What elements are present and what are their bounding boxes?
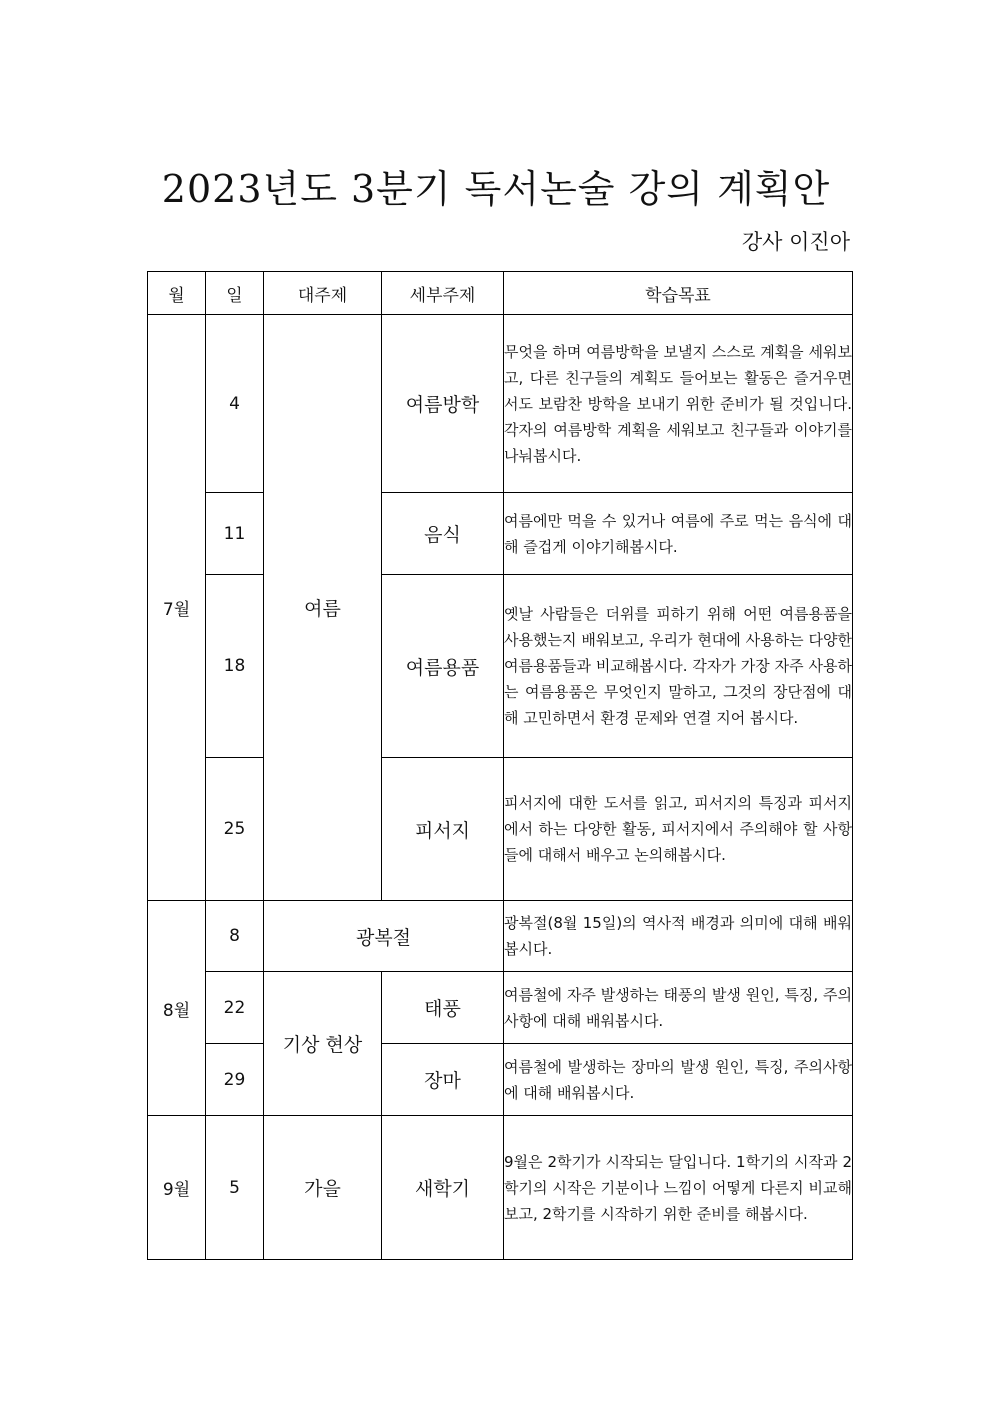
main-topic-cell: 여름 — [264, 315, 382, 901]
day-cell: 29 — [206, 1044, 264, 1116]
main-topic-cell: 가을 — [264, 1116, 382, 1260]
sub-topic-cell: 음식 — [382, 493, 504, 575]
sub-topic-cell: 새학기 — [382, 1116, 504, 1260]
page-title: 2023년도 3분기 독서논술 강의 계획안 — [161, 167, 831, 211]
day-cell: 4 — [206, 315, 264, 493]
header-goal: 학습목표 — [504, 272, 853, 315]
table-row — [148, 1044, 853, 1116]
header-day: 일 — [206, 272, 264, 315]
goal-cell: 여름철에 자주 발생하는 태풍의 발생 원인, 특징, 주의사항에 대해 배워봅시다. — [504, 972, 853, 1044]
main-topic-cell: 광복절 — [264, 901, 504, 972]
table-row — [148, 901, 853, 972]
table-row — [148, 758, 853, 901]
table-row — [148, 493, 853, 575]
day-cell: 11 — [206, 493, 264, 575]
day-cell: 18 — [206, 575, 264, 758]
header-sub-topic: 세부주제 — [382, 272, 504, 315]
goal-cell: 무엇을 하며 여름방학을 보낼지 스스로 계획을 세워보고, 다른 친구들의 계획도 들어보는 활동은 즐거우면서도 보람찬 방학을 보내기 위한 준비가 될 것입니다. 각자의 여름방학 계획을 세워보고 친구들과 이야기를 나눠봅시다. — [504, 315, 853, 493]
main-topic-cell: 기상 현상 — [264, 972, 382, 1116]
header-month: 월 — [148, 272, 206, 315]
header-main-topic: 대주제 — [264, 272, 382, 315]
sub-topic-cell: 태풍 — [382, 972, 504, 1044]
lesson-plan-table — [147, 271, 853, 1260]
day-cell: 22 — [206, 972, 264, 1044]
table-row — [148, 972, 853, 1044]
instructor-name: 강사 이진아 — [741, 230, 850, 254]
goal-cell: 9월은 2학기가 시작되는 달입니다. 1학기의 시작과 2학기의 시작은 기분이나 느낌이 어떻게 다른지 비교해보고, 2학기를 시작하기 위한 준비를 해봅시다. — [504, 1116, 853, 1260]
sub-topic-cell: 여름용품 — [382, 575, 504, 758]
day-cell: 5 — [206, 1116, 264, 1260]
month-cell: 7월 — [148, 315, 206, 901]
sub-topic-cell: 장마 — [382, 1044, 504, 1116]
sub-topic-cell: 피서지 — [382, 758, 504, 901]
day-cell: 8 — [206, 901, 264, 972]
goal-cell: 여름철에 발생하는 장마의 발생 원인, 특징, 주의사항에 대해 배워봅시다. — [504, 1044, 853, 1116]
sub-topic-cell: 여름방학 — [382, 315, 504, 493]
goal-cell: 옛날 사람들은 더위를 피하기 위해 어떤 여름용품을 사용했는지 배워보고, 우리가 현대에 사용하는 다양한 여름용품들과 비교해봅시다. 각자가 가장 자주 사용하는 여름용품은 무엇인지 말하고, 그것의 장단점에 대해 고민하면서 환경 문제와 연결 지어 봅시다. — [504, 575, 853, 758]
month-cell: 9월 — [148, 1116, 206, 1260]
goal-cell: 여름에만 먹을 수 있거나 여름에 주로 먹는 음식에 대해 즐겁게 이야기해봅시다. — [504, 493, 853, 575]
table-row — [148, 315, 853, 493]
table-header-row — [148, 272, 853, 315]
goal-cell: 피서지에 대한 도서를 읽고, 피서지의 특징과 피서지에서 하는 다양한 활동, 피서지에서 주의해야 할 사항들에 대해서 배우고 논의해봅시다. — [504, 758, 853, 901]
month-cell: 8월 — [148, 901, 206, 1116]
table-row — [148, 1116, 853, 1260]
goal-cell: 광복절(8월 15일)의 역사적 배경과 의미에 대해 배워봅시다. — [504, 901, 853, 972]
day-cell: 25 — [206, 758, 264, 901]
table-row — [148, 575, 853, 758]
